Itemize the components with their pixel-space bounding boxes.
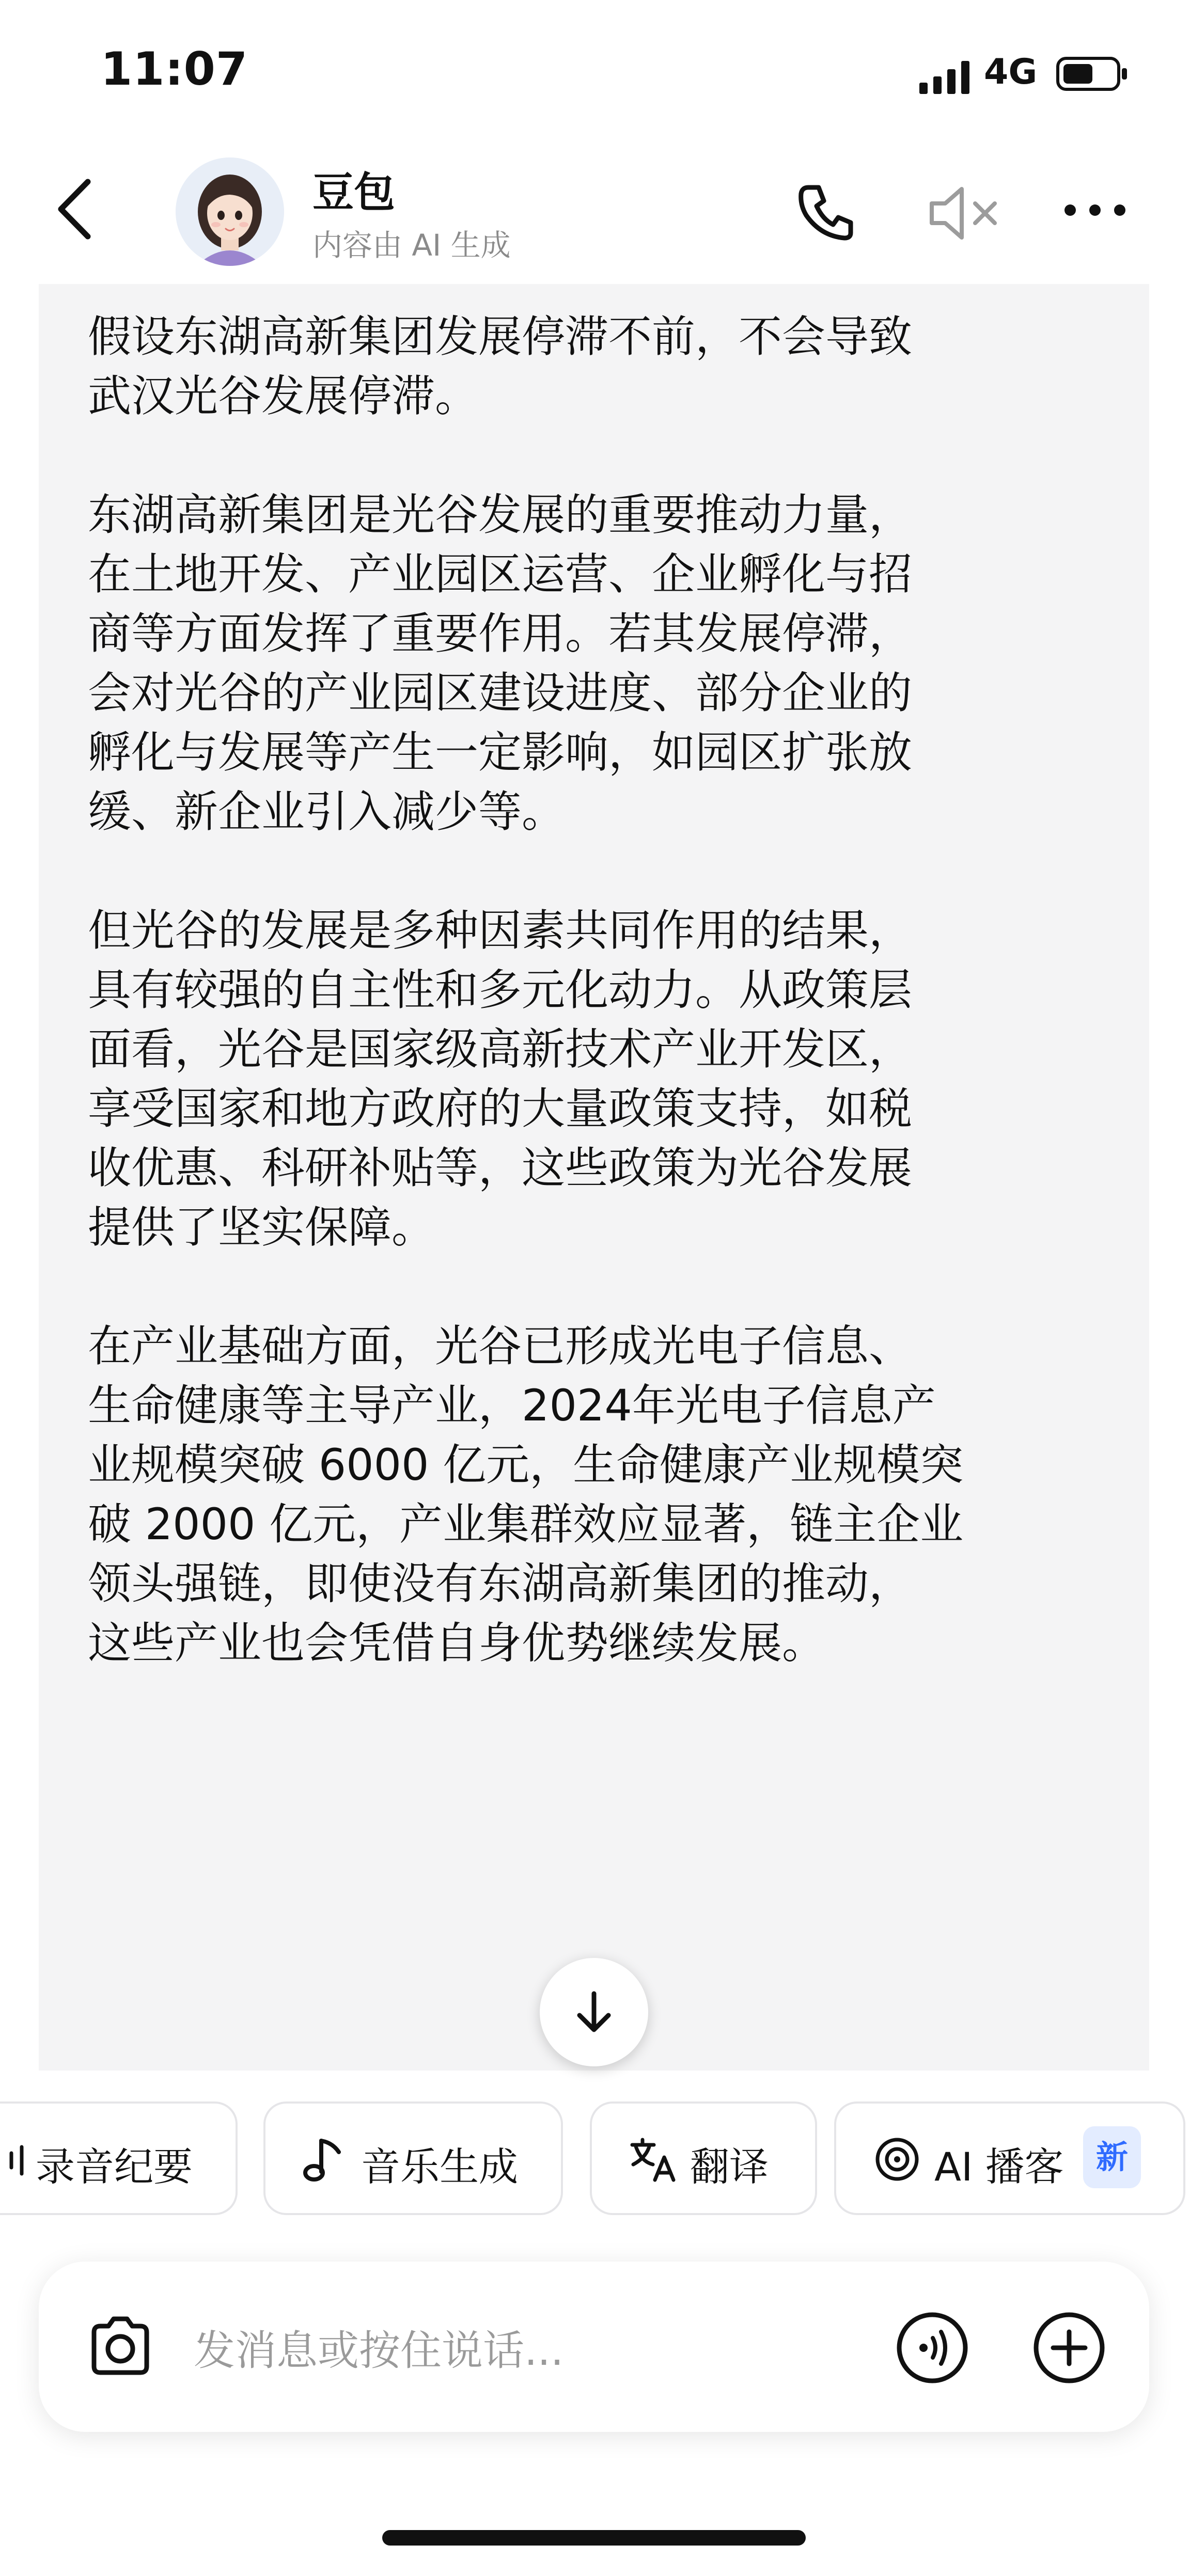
podcast-icon xyxy=(872,2135,922,2184)
home-indicator[interactable] xyxy=(382,2530,806,2546)
chip-recording-summary[interactable] xyxy=(0,2101,238,2215)
text-line: 缓、新企业引入减少等。 xyxy=(88,786,566,837)
text-line: 商等方面发挥了重要作用。若其发展停滞， xyxy=(88,608,913,659)
text-line: 东湖高新集团是光谷发展的重要推动力量， xyxy=(88,489,913,540)
message-input[interactable]: 发消息或按住说话... xyxy=(194,2327,564,2375)
text-line: 会对光谷的产业园区建设进度、部分企业的 xyxy=(88,668,913,718)
text-line: 领头强链，即使没有东湖高新集团的推动， xyxy=(88,1558,913,1609)
music-note-icon xyxy=(302,2135,348,2184)
message-paragraph xyxy=(88,1317,1121,1673)
chip-music-generation[interactable] xyxy=(263,2101,563,2215)
bot-avatar[interactable] xyxy=(176,157,284,266)
text-line: 假设东湖高新集团发展停滞不前，不会导致 xyxy=(88,311,913,362)
phone-icon[interactable] xyxy=(793,178,860,245)
voice-input-icon[interactable] xyxy=(894,2309,971,2387)
text-line: 武汉光谷发展停滞。 xyxy=(88,371,479,421)
signal-icon xyxy=(919,61,970,94)
text-line: 享受国家和地方政府的大量政策支持，如税 xyxy=(88,1083,913,1134)
message-input-bar xyxy=(39,2262,1149,2432)
text-line: 在土地开发、产业园区运营、企业孵化与招 xyxy=(88,549,913,599)
avatar-illustration xyxy=(176,157,284,266)
message-paragraph xyxy=(88,307,1121,426)
chip-label: 录音纪要 xyxy=(36,2144,193,2190)
chat-header xyxy=(0,134,1190,284)
translate-icon xyxy=(628,2135,680,2184)
message-paragraph xyxy=(88,901,1121,1257)
plus-icon[interactable] xyxy=(1030,2309,1108,2387)
battery-icon xyxy=(1056,57,1129,91)
speaker-muted-icon[interactable] xyxy=(925,180,1002,247)
camera-icon[interactable] xyxy=(83,2311,158,2383)
chip-label: AI 播客 xyxy=(934,2144,1064,2190)
text-line: 提供了坚实保障。 xyxy=(88,1202,435,1253)
more-options-icon[interactable] xyxy=(1059,192,1131,228)
message-bubble xyxy=(39,284,1149,2071)
chip-translate[interactable] xyxy=(590,2101,817,2215)
back-arrow-icon[interactable] xyxy=(46,170,108,248)
text-line: 但光谷的发展是多种因素共同作用的结果， xyxy=(88,905,913,956)
audio-wave-icon xyxy=(7,2141,28,2180)
chip-ai-podcast[interactable] xyxy=(834,2101,1185,2215)
message-text xyxy=(88,307,1121,1732)
text-line: 这些产业也会凭借自身优势继续发展。 xyxy=(88,1618,826,1668)
status-bar xyxy=(0,0,1190,134)
chip-label: 音乐生成 xyxy=(361,2144,518,2190)
message-paragraph xyxy=(88,485,1121,842)
text-line: 破 2000 亿元，产业集群效应显著，链主企业 xyxy=(88,1499,964,1550)
text-line: 业规模突破 6000 亿元，生命健康产业规模突 xyxy=(88,1440,964,1490)
chip-label: 翻译 xyxy=(690,2144,769,2190)
text-line: 在产业基础方面，光谷已形成光电子信息、 xyxy=(88,1321,913,1371)
text-line: 孵化与发展等产生一定影响，如园区扩张放 xyxy=(88,727,913,778)
bot-name: 豆包 xyxy=(312,168,395,216)
text-line: 具有较强的自主性和多元化动力。从政策层 xyxy=(88,965,913,1015)
text-line: 生命健康等主导产业，2024年光电子信息产 xyxy=(88,1380,936,1431)
quick-action-chips xyxy=(0,2101,1190,2220)
new-badge: 新 xyxy=(1083,2126,1141,2188)
arrow-down-icon xyxy=(568,1986,620,2038)
network-type: 4G xyxy=(984,52,1038,92)
scroll-to-bottom-button[interactable] xyxy=(540,1958,648,2066)
text-line: 收优惠、科研补贴等，这些政策为光谷发展 xyxy=(88,1143,913,1193)
ai-generated-notice: 内容由 AI 生成 xyxy=(312,228,511,263)
text-line: 面看，光谷是国家级高新技术产业开发区， xyxy=(88,1024,913,1074)
status-time: 11:07 xyxy=(101,42,248,96)
